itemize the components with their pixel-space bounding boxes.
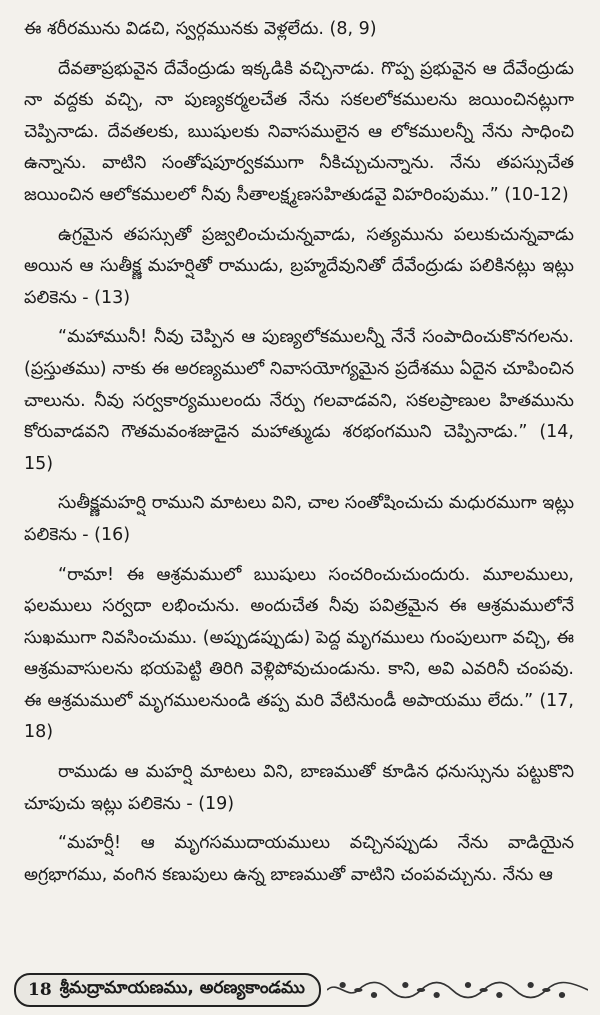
page-body-text: [24, 14, 574, 891]
paragraph-5: సుతీక్ష్ణమహర్షి రాముని మాటలు విని, చాల సంతోషించుచు మధురముగా ఇట్లు పలికెను - (16): [24, 493, 574, 545]
footer-label: [14, 973, 321, 1007]
page-footer: [14, 972, 588, 1008]
floral-vine-ornament-icon: [327, 976, 588, 1004]
page-number: 18: [28, 980, 52, 1000]
paragraph-1: ఈ శరీరమును విడచి, స్వర్గమునకు వెళ్లలేదు. (8, 9): [24, 19, 377, 39]
paragraph-6: “రామా! ఈ ఆశ్రమములో ఋషులు సంచరించుచుందురు. మూలములు, ఫలములు సర్వదా లభించును. అందుచేత నీవు పవిత్రమైన ఈ ఆశ్రమములోనే సుఖముగా నివసించుము. (అప్పుడప్పుడు) పెద్ద మృగములు గుంపులుగా వచ్చి, ఈ ఆశ్రమవాసులను భయపెట్టి తిరిగి వెళ్లిపోవుచుండును. కాని, అవి ఎవరినీ చంపవు. ఈ ఆశ్రమములో మృగములనుండి తప్ప మరి వేటినుండీ అపాయము లేదు.” (17, 18): [24, 564, 574, 743]
paragraph-4: “మహామునీ! నీవు చెప్పిన ఆ పుణ్యలోకములన్నీ నేనే సంపాదించుకొనగలను. (ప్రస్తుతము) నాకు ఈ అరణ్యములో నివాసయోగ్యమైన ప్రదేశము ఏదైన చూపించిన చాలును. నీవు సర్వకార్యములందు నేర్పు గలవాడవని, సకలప్రాణుల హితమును కోరువాడవని గౌతమవంశజుడైన మహాత్ముడు శరభంగముని చెప్పినాడు.” (14, 15): [24, 327, 574, 474]
paragraph-3: ఉగ్రమైన తపస్సుతో ప్రజ్వలించుచున్నవాడు, సత్యమును పలుకుచున్నవాడు అయిన ఆ సుతీక్ష్ణ మహర్షితో రాముడు, బ్రహ్మదేవునితో దేవేంద్రుడు పలికినట్లు ఇట్లు పలికెను - (13): [24, 224, 574, 308]
paragraph-8: “మహర్షీ! ఆ మృగసముదాయములు వచ్చినప్పుడు నేను వాడియైన అగ్రభాగము, వంగిన కణుపులు ఉన్న బాణముతో వాటిని చంపవచ్చును. నేను ఆ: [24, 833, 574, 885]
book-title: శ్రీమద్రామాయణము, అరణ్యకాండము: [59, 978, 305, 998]
paragraph-7: రాముడు ఆ మహర్షి మాటలు విని, బాణముతో కూడిన ధనుస్సును పట్టుకొని చూపుచు ఇట్లు పలికెను - (19): [24, 762, 574, 814]
paragraph-2: దేవతాప్రభువైన దేవేంద్రుడు ఇక్కడికి వచ్చినాడు. గొప్ప ప్రభువైన ఆ దేవేంద్రుడు నా వద్దకు వచ్చి, నా పుణ్యకర్మలచేత నేను సకలలోకములను జయించినట్లుగా చెప్పినాడు. దేవతలకు, ఋషులకు నివాసములైన ఆ లోకములన్నీ నేను సాధించి ఉన్నాను. వాటిని సంతోషపూర్వకముగా నీకిచ్చుచున్నాను. నేను తపస్సుచేత జయించిన ఆలోకములలో నీవు సీతాలక్ష్మణసహితుడవై విహరింపుము.” (10-12): [24, 58, 574, 205]
